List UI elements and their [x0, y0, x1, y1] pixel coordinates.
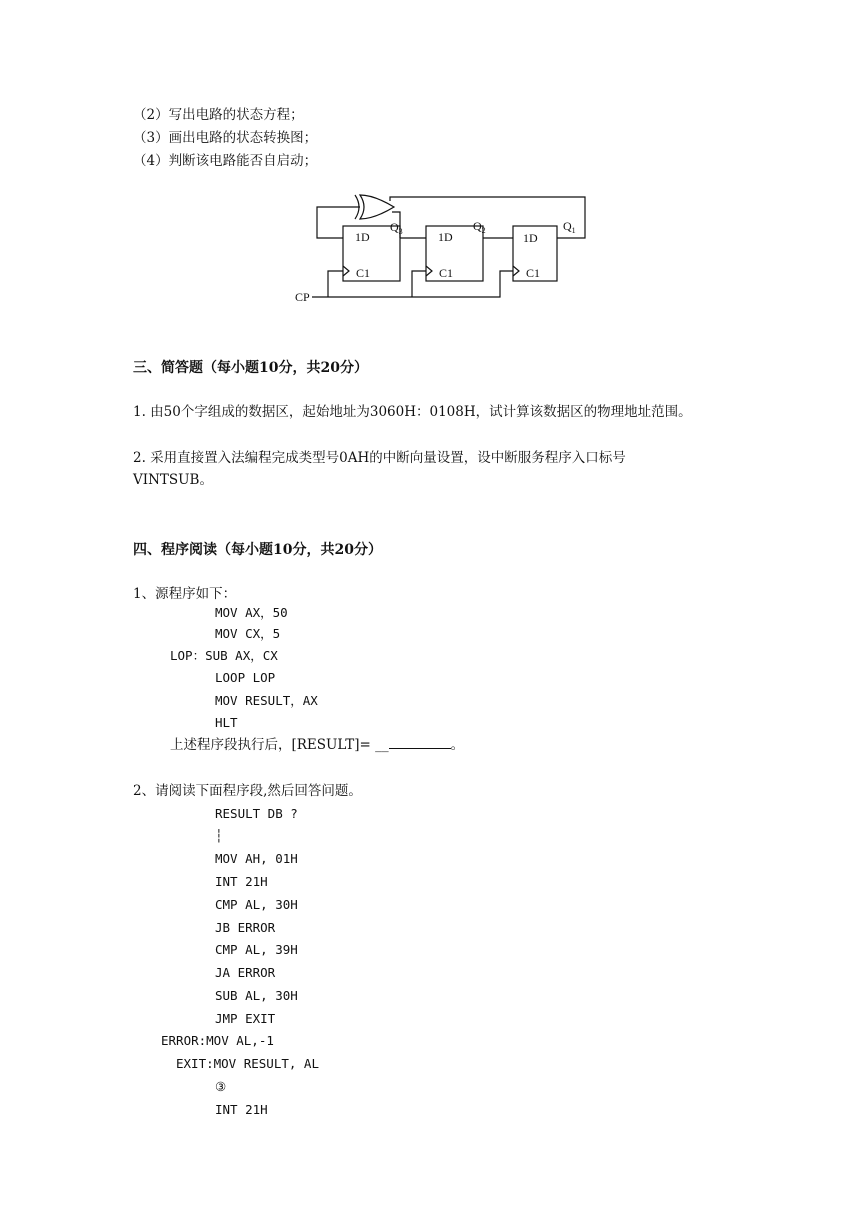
ff1-c-label: C1 [526, 266, 541, 280]
program2-code-line: CMP AL, 30H [215, 897, 298, 912]
program1-code-line: MOV RESULT，AX [215, 693, 318, 708]
clock-branch-3 [328, 271, 343, 297]
program2-code-line: MOV AH, 01H [215, 851, 298, 866]
program2-code-line: JA ERROR [215, 965, 276, 980]
section3-question-2-line1: 2. 采用直接置入法编程完成类型号0AH的中断向量设置，设中断服务程序入口标号 [133, 450, 626, 466]
flip-flop-2 [426, 226, 483, 281]
program2-code-line: ERROR:MOV AL,-1 [161, 1033, 274, 1048]
program2-code-line: JB ERROR [215, 920, 276, 935]
flip-flop-circuit-diagram [290, 183, 600, 308]
program2-code-line: ③ [215, 1079, 227, 1094]
program2-code-line: INT 21H [215, 1102, 268, 1117]
question-item-2: （2）写出电路的状态方程； [133, 107, 304, 123]
xor-output-wire [317, 207, 360, 238]
program2-code-line: JMP EXIT [215, 1011, 276, 1026]
flip-flop-3 [343, 226, 400, 281]
program2-code-ellipsis: ┆ [215, 828, 223, 843]
program2-code-line: INT 21H [215, 874, 268, 889]
ff3-d-label: 1D [355, 230, 370, 244]
section3-question-1: 1. 由50个字组成的数据区，起始地址为3060H：0108H，试计算该数据区的物理地址范围。 [133, 404, 692, 420]
clock-triangle-2 [426, 266, 432, 276]
section3-heading: 三、简答题（每小题10分，共20分） [133, 360, 368, 376]
section3-question-2-line2: VINTSUB。 [133, 472, 213, 488]
answer-blank [389, 736, 451, 749]
ff1-d-label: 1D [523, 231, 538, 245]
program2-code-line: SUB AL, 30H [215, 988, 298, 1003]
program2-intro: 2、请阅读下面程序段,然后回答问题。 [133, 783, 362, 799]
program1-code-line: LOOP LOP [215, 670, 276, 685]
question-item-4: （4）判断该电路能否自启动； [133, 153, 318, 169]
program1-question: 上述程序段执行后，[RESULT]= __ 。 [170, 737, 465, 753]
q3-label: $Q_3$ [390, 220, 403, 236]
program2-code-line: CMP AL, 39H [215, 942, 298, 957]
q2-label: $Q_2$ [473, 219, 486, 235]
ff2-c-label: C1 [439, 266, 454, 280]
program1-code-line: HLT [215, 715, 238, 730]
program1-intro: 1、源程序如下： [133, 586, 237, 602]
ff2-d-label: 1D [438, 230, 453, 244]
xor-gate [360, 195, 394, 219]
clock-branch-2 [412, 271, 426, 297]
ff3-c-label: C1 [356, 266, 371, 280]
clock-triangle-1 [513, 266, 519, 276]
cp-label: CP [295, 290, 310, 304]
program2-code-line: RESULT DB ? [215, 806, 298, 821]
q1-label: $Q_1$ [563, 219, 576, 235]
question-item-3: （3）画出电路的状态转换图； [133, 130, 318, 146]
program1-code-line: MOV AX，50 [215, 605, 288, 620]
section4-heading: 四、程序阅读（每小题10分，共20分） [133, 542, 382, 558]
wire-q1-to-xor [390, 197, 585, 238]
program1-code-line: MOV CX，5 [215, 626, 281, 641]
program2-code-line: EXIT:MOV RESULT, AL [176, 1056, 319, 1071]
program1-code-line: LOP：SUB AX，CX [170, 648, 278, 663]
clock-triangle-3 [343, 266, 349, 276]
